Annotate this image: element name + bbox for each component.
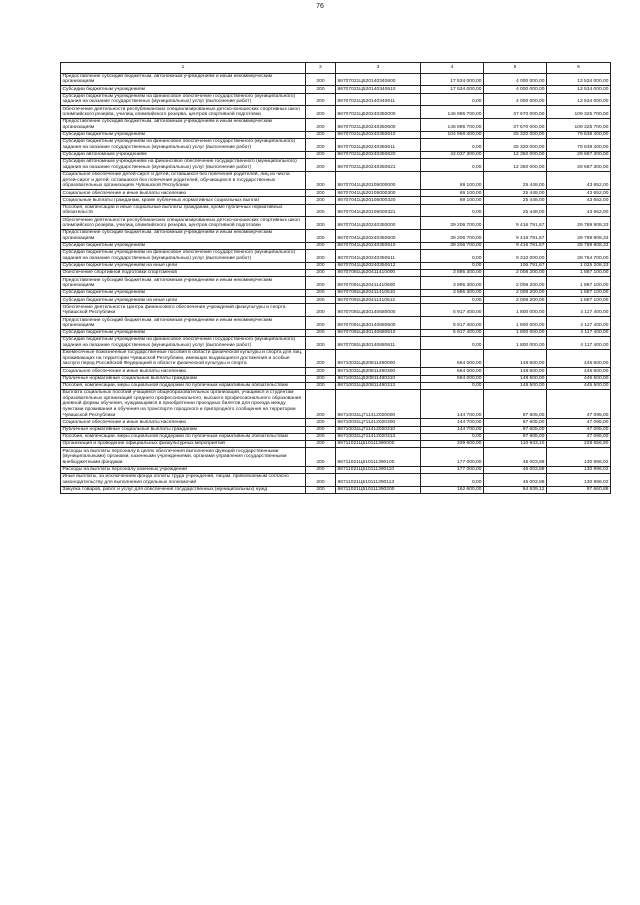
row-code: 200	[306, 448, 336, 466]
table-row	[61, 131, 611, 138]
row-description: Пособия, компенсации и иные социальные выплаты гражданам, кроме публичных нормативных обязательств	[61, 204, 306, 217]
row-budget-code: 86711021Ц510111390113	[336, 473, 421, 486]
row-approved-amount: 144 700,00	[421, 389, 484, 419]
row-budget-code: 86710031Ц520811490310	[336, 375, 421, 382]
row-code: 200	[306, 368, 336, 375]
row-description: Иные выплаты, за исключением фонда оплаты труда учреждений, лицам, привлекаемым согласно законодательству для выполнения отдельных полномочий	[61, 473, 306, 486]
row-code: 200	[306, 337, 336, 350]
row-budget-code: 86707021Ц520140340600	[336, 73, 421, 86]
table-row	[61, 73, 611, 86]
row-approved-amount: 104 958 400,00	[421, 131, 484, 138]
row-description: Публичные нормативные социальные выплаты гражданам	[61, 426, 306, 433]
row-code: 200	[306, 190, 336, 197]
row-remaining-amount: 4 117 400,00	[547, 304, 611, 317]
row-approved-amount: 69 100,00	[421, 197, 484, 204]
row-approved-amount: 0,00	[421, 337, 484, 350]
row-code: 200	[306, 106, 336, 119]
row-approved-amount: 0,00	[421, 473, 484, 486]
table-row	[61, 441, 611, 448]
table-row	[61, 151, 611, 158]
row-code: 200	[306, 317, 336, 330]
row-executed-amount: 25 448,00	[484, 190, 547, 197]
row-description: Расходы на выплаты персоналу казенных учреждений	[61, 466, 306, 473]
table-row	[61, 197, 611, 204]
row-approved-amount: 146 995 700,00	[421, 106, 484, 119]
row-approved-amount: 0,00	[421, 433, 484, 440]
row-description: Пособия, компенсации, меры социальной поддержки по публичным нормативным обязательствам	[61, 382, 306, 389]
row-code: 200	[306, 433, 336, 440]
row-code: 200	[306, 297, 336, 304]
row-code: 200	[306, 486, 336, 493]
row-description: Расходы на выплаты персоналу в целях обеспечения выполнения функций государственными (муниципальными) органами, казенными учреждениями, органами управления государственными внебюджетными фондами	[61, 448, 306, 466]
row-approved-amount: 3 895 300,00	[421, 290, 484, 297]
row-executed-amount: 12 350 000,00	[484, 159, 547, 172]
table-row	[61, 419, 611, 426]
row-executed-amount: 12 350 000,00	[484, 151, 547, 158]
row-budget-code: 86707091Ц530140680611	[336, 337, 421, 350]
row-remaining-amount: 47 095,00	[547, 433, 611, 440]
row-description: Социальное обеспечение и иные выплаты населению	[61, 419, 306, 426]
row-executed-amount: 148 500,00	[484, 382, 547, 389]
row-code: 200	[306, 262, 336, 269]
row-budget-code: 86710031Ц711412020300	[336, 419, 421, 426]
row-approved-amount: 42 037 300,00	[421, 151, 484, 158]
table-row	[61, 250, 611, 263]
row-code: 200	[306, 426, 336, 433]
table-row	[61, 382, 611, 389]
row-description: Субсидии бюджетным учреждениям на финансовое обеспечение государственного (муниципального) задания на оказание государственных (муниципальных) услуг (выполнение работ)	[61, 139, 306, 152]
row-code: 200	[306, 131, 336, 138]
row-approved-amount: 594 000,00	[421, 375, 484, 382]
row-remaining-amount: 130 996,02	[547, 448, 611, 466]
row-code: 200	[306, 382, 336, 389]
row-code: 200	[306, 389, 336, 419]
table-row	[61, 433, 611, 440]
row-description: Субсидии бюджетным учреждениям на финансовое обеспечение государственного (муниципального) задания на оказание государственных (муниципальных) услуг (выполнение работ)	[61, 250, 306, 263]
row-remaining-amount: 47 095,00	[547, 389, 611, 419]
row-remaining-amount: 130 996,02	[547, 466, 611, 473]
row-executed-amount: 25 448,00	[484, 204, 547, 217]
table-row	[61, 375, 611, 382]
row-remaining-amount: 1 025 208,33	[547, 262, 611, 269]
row-description: Субсидии автономным учреждениям	[61, 151, 306, 158]
table-row	[61, 426, 611, 433]
row-remaining-amount: 130 996,02	[547, 473, 611, 486]
row-executed-amount: 148 500,00	[484, 375, 547, 382]
row-executed-amount: 9 416 791,67	[484, 217, 547, 230]
row-code: 200	[306, 204, 336, 217]
row-remaining-amount: 445 500,00	[547, 382, 611, 389]
row-description: Социальное обеспечение и иные выплаты населению	[61, 368, 306, 375]
row-remaining-amount: 29 789 908,33	[547, 242, 611, 249]
row-remaining-amount: 29 789 908,33	[547, 217, 611, 230]
table-row	[61, 330, 611, 337]
row-budget-code: 86707091Ц530140680610	[336, 330, 421, 337]
row-approved-amount: 177 000,00	[421, 466, 484, 473]
column-header: 1	[61, 63, 306, 74]
row-approved-amount: 0,00	[421, 262, 484, 269]
table-row	[61, 448, 611, 466]
row-description: Социальное обеспечение и иные выплаты населению	[61, 190, 306, 197]
budget-table	[60, 62, 611, 494]
row-executed-amount: 25 448,00	[484, 197, 547, 204]
row-code: 200	[306, 242, 336, 249]
row-executed-amount: 25 448,00	[484, 171, 547, 189]
row-approved-amount: 39 206 700,00	[421, 230, 484, 243]
row-remaining-amount: 43 652,00	[547, 197, 611, 204]
row-executed-amount: 2 008 200,00	[484, 270, 547, 277]
row-description: Субсидии бюджетным учреждениям на финансовое обеспечение государственного (муниципального) задания на оказание государственных (муниципальных) услуг (выполнение работ)	[61, 93, 306, 106]
row-approved-amount: 17 534 000,00	[421, 86, 484, 93]
row-remaining-amount: 13 534 000,00	[547, 93, 611, 106]
row-budget-code: 86707041Ц520240350610	[336, 242, 421, 249]
row-description: Социальные выплаты гражданам, кроме публичных нормативных социальных выплат	[61, 197, 306, 204]
row-remaining-amount: 79 638 400,00	[547, 131, 611, 138]
table-row	[61, 337, 611, 350]
row-description: Обеспечение деятельности Центра финансового обеспечения учреждений физкультуры и спорта Чувашской Республики	[61, 304, 306, 317]
table-row	[61, 86, 611, 93]
row-remaining-amount: 109 325 700,00	[547, 106, 611, 119]
row-executed-amount: 9 310 000,00	[484, 250, 547, 263]
row-approved-amount: 339 600,00	[421, 441, 484, 448]
row-budget-code: 86707021Ц520240350620	[336, 151, 421, 158]
row-remaining-amount: 29 687 300,00	[547, 159, 611, 172]
row-budget-code: 86707091Ц520411410610	[336, 290, 421, 297]
row-code: 200	[306, 250, 336, 263]
row-description: Субсидии бюджетным учреждениям	[61, 131, 306, 138]
table-row	[61, 277, 611, 290]
row-executed-amount: 97 605,00	[484, 426, 547, 433]
table-row	[61, 473, 611, 486]
row-description: Обеспечение деятельности республиканских специализированных детско-юношеских спортивных школ олимпийского резерва, училищ олимпийского резерва, центров спортивной подготовки	[61, 106, 306, 119]
column-header: 2	[306, 63, 336, 74]
row-description: Пособия, компенсации, меры социальной поддержки по публичным нормативным обязательствам	[61, 433, 306, 440]
page-number: 76	[316, 3, 324, 10]
row-code: 200	[306, 230, 336, 243]
row-remaining-amount: 29 687 300,00	[547, 151, 611, 158]
row-approved-amount: 0,00	[421, 297, 484, 304]
row-remaining-amount: 4 117 400,00	[547, 317, 611, 330]
row-executed-amount: 37 670 000,00	[484, 119, 547, 132]
row-approved-amount: 146 995 700,00	[421, 119, 484, 132]
row-description: Субсидии бюджетным учреждениям на иные цели	[61, 297, 306, 304]
row-approved-amount: 39 206 700,00	[421, 242, 484, 249]
row-budget-code: 86707021Ц520140340611	[336, 93, 421, 106]
row-budget-code: 86710031Ц520811490000	[336, 349, 421, 367]
row-remaining-amount: 97 660,88	[547, 486, 611, 493]
row-executed-amount: 2 008 200,00	[484, 277, 547, 290]
row-code: 200	[306, 330, 336, 337]
row-remaining-amount: 29 789 908,33	[547, 230, 611, 243]
row-budget-code: 86707041Ц520240350611	[336, 250, 421, 263]
row-code: 200	[306, 290, 336, 297]
table-row	[61, 217, 611, 230]
row-budget-code: 86710031Ц711412020313	[336, 433, 421, 440]
table-row	[61, 349, 611, 367]
row-remaining-amount: 1 887 100,00	[547, 270, 611, 277]
row-approved-amount: 0,00	[421, 382, 484, 389]
row-remaining-amount: 445 500,00	[547, 349, 611, 367]
row-code: 200	[306, 197, 336, 204]
row-approved-amount: 162 600,00	[421, 486, 484, 493]
row-description: Обеспечение деятельности республиканских специализированных детско-юношеских спортивных школ олимпийского резерва, училищ олимпийского резерва, центров спортивной подготовки	[61, 217, 306, 230]
row-executed-amount: 4 000 000,00	[484, 73, 547, 86]
row-description: Субсидии бюджетным учреждениям	[61, 242, 306, 249]
row-approved-amount: 144 700,00	[421, 426, 484, 433]
table-row	[61, 368, 611, 375]
row-budget-code: 86707041Ц520105000300	[336, 190, 421, 197]
row-budget-code: 86707091Ц520411410612	[336, 297, 421, 304]
row-description: Субсидии бюджетным учреждениям на иные цели	[61, 262, 306, 269]
row-approved-amount: 5 917 400,00	[421, 304, 484, 317]
row-code: 200	[306, 473, 336, 486]
row-code: 200	[306, 349, 336, 367]
row-executed-amount: 4 000 000,00	[484, 93, 547, 106]
table-row	[61, 190, 611, 197]
row-executed-amount: 46 003,98	[484, 466, 547, 473]
row-approved-amount: 69 100,00	[421, 190, 484, 197]
row-code: 200	[306, 139, 336, 152]
table-row	[61, 486, 611, 493]
row-approved-amount: 5 917 400,00	[421, 330, 484, 337]
row-executed-amount: 1 800 000,00	[484, 330, 547, 337]
row-budget-code: 86710031Ц520811490300	[336, 368, 421, 375]
row-executed-amount: 46 003,98	[484, 448, 547, 466]
table-row	[61, 297, 611, 304]
row-approved-amount: 3 895 300,00	[421, 270, 484, 277]
row-executed-amount: 97 605,00	[484, 433, 547, 440]
table-row	[61, 317, 611, 330]
table-row	[61, 230, 611, 243]
row-remaining-amount: 43 652,00	[547, 171, 611, 189]
row-remaining-amount: 109 325 700,00	[547, 119, 611, 132]
row-approved-amount: 177 000,00	[421, 448, 484, 466]
row-executed-amount: 106 791,67	[484, 262, 547, 269]
row-budget-code: 86707041Ц520105000321	[336, 204, 421, 217]
row-budget-code: 86707021Ц520240350621	[336, 159, 421, 172]
row-budget-code: 86707021Ц520240350611	[336, 139, 421, 152]
table-row	[61, 159, 611, 172]
column-header: 3	[336, 63, 421, 74]
row-budget-code: 86710031Ц711412020000	[336, 389, 421, 419]
row-description: Публичные нормативные социальные выплаты гражданам	[61, 375, 306, 382]
row-approved-amount: 0,00	[421, 204, 484, 217]
row-remaining-amount: 28 764 700,00	[547, 250, 611, 263]
row-approved-amount: 0,00	[421, 139, 484, 152]
row-description: Предоставление субсидий бюджетным, автономным учреждениям и иным некоммерческим организациям	[61, 277, 306, 290]
row-code: 200	[306, 441, 336, 448]
row-budget-code: 86707021Ц520140340610	[336, 86, 421, 93]
row-executed-amount: 25 320 000,00	[484, 139, 547, 152]
table-row	[61, 171, 611, 189]
row-executed-amount: 97 605,00	[484, 419, 547, 426]
row-remaining-amount: 43 652,00	[547, 190, 611, 197]
table-body	[61, 73, 611, 493]
row-description: Выплата социальных пособий учащимся общеобразовательных организаций, учащимся и студентам образовательных организаций среднего профессионального, высшего профессионального образования дневной формы обучения, нуждающимся в приобретении проездных билетов для проезда между пунктами проживания и обучения на транспорте городского и пригородного сообщения на территории Чувашской Республики	[61, 389, 306, 419]
row-description: Субсидии бюджетным учреждениям	[61, 290, 306, 297]
table-row	[61, 93, 611, 106]
table-row	[61, 262, 611, 269]
row-executed-amount: 97 605,00	[484, 389, 547, 419]
column-header: 5	[484, 63, 547, 74]
table-row	[61, 242, 611, 249]
row-remaining-amount: 1 887 100,00	[547, 290, 611, 297]
table-row	[61, 466, 611, 473]
row-executed-amount: 25 320 000,00	[484, 131, 547, 138]
row-remaining-amount: 47 095,00	[547, 419, 611, 426]
row-approved-amount: 69 100,00	[421, 171, 484, 189]
row-budget-code: 86711021Ц510111390100	[336, 448, 421, 466]
table-row	[61, 139, 611, 152]
row-budget-code: 86707091Ц520411410000	[336, 270, 421, 277]
row-approved-amount: 594 000,00	[421, 349, 484, 367]
row-budget-code: 86707091Ц520411410600	[336, 277, 421, 290]
row-remaining-amount: 4 117 400,00	[547, 337, 611, 350]
row-remaining-amount: 13 534 000,00	[547, 73, 611, 86]
row-executed-amount: 2 008 200,00	[484, 290, 547, 297]
row-budget-code: 86707041Ц520105000000	[336, 171, 421, 189]
row-approved-amount: 144 700,00	[421, 419, 484, 426]
row-code: 200	[306, 119, 336, 132]
table-row	[61, 204, 611, 217]
row-executed-amount: 1 800 000,00	[484, 337, 547, 350]
row-executed-amount: 46 003,98	[484, 473, 547, 486]
row-code: 200	[306, 466, 336, 473]
table-row	[61, 304, 611, 317]
row-remaining-amount: 79 638 400,00	[547, 139, 611, 152]
row-approved-amount: 5 917 400,00	[421, 317, 484, 330]
row-approved-amount: 0,00	[421, 250, 484, 263]
column-header: 6	[547, 63, 611, 74]
row-description: Субсидии бюджетным учреждениям	[61, 86, 306, 93]
row-budget-code: 86707041Ц520240350000	[336, 217, 421, 230]
row-code: 200	[306, 277, 336, 290]
row-executed-amount: 110 943,10	[484, 441, 547, 448]
row-approved-amount: 3 895 300,00	[421, 277, 484, 290]
row-remaining-amount: 47 095,00	[547, 426, 611, 433]
row-approved-amount: 0,00	[421, 93, 484, 106]
row-code: 200	[306, 151, 336, 158]
row-description: Предоставление субсидий бюджетным, автономным учреждениям и иным некоммерческим организациям	[61, 317, 306, 330]
table-row	[61, 119, 611, 132]
row-approved-amount: 17 534 000,00	[421, 73, 484, 86]
row-approved-amount: 39 206 700,00	[421, 217, 484, 230]
row-executed-amount: 148 500,00	[484, 368, 547, 375]
row-executed-amount: 1 800 000,00	[484, 304, 547, 317]
row-budget-code: 86711021Ц510111390200	[336, 486, 421, 493]
row-code: 200	[306, 93, 336, 106]
table-row	[61, 270, 611, 277]
row-budget-code: 86707041Ц520105000320	[336, 197, 421, 204]
row-description: Субсидии бюджетным учреждениям на финансовое обеспечение государственного (муниципального) задания на оказание государственных (муниципальных) услуг (выполнение работ)	[61, 337, 306, 350]
row-approved-amount: 594 000,00	[421, 368, 484, 375]
row-description: Закупка товаров, работ и услуг для обеспечения государственных (муниципальных) нужд	[61, 486, 306, 493]
row-remaining-amount: 445 500,00	[547, 368, 611, 375]
row-remaining-amount: 4 117 400,00	[547, 330, 611, 337]
row-code: 200	[306, 171, 336, 189]
row-budget-code: 86711021Ц510111390110	[336, 466, 421, 473]
row-executed-amount: 64 939,12	[484, 486, 547, 493]
row-code: 200	[306, 419, 336, 426]
row-executed-amount: 148 500,00	[484, 349, 547, 367]
table-row	[61, 290, 611, 297]
table-row	[61, 106, 611, 119]
row-description: Предоставление субсидий бюджетным, автономным учреждениям и иным некоммерческим организациям	[61, 73, 306, 86]
row-budget-code: 86707021Ц520240350600	[336, 119, 421, 132]
row-remaining-amount: 445 500,00	[547, 375, 611, 382]
row-executed-amount: 2 008 200,00	[484, 297, 547, 304]
row-code: 200	[306, 73, 336, 86]
row-remaining-amount: 13 534 000,00	[547, 86, 611, 93]
row-remaining-amount: 228 656,90	[547, 441, 611, 448]
row-executed-amount: 4 000 000,00	[484, 86, 547, 93]
row-description: Субсидии автономным учреждениям на финансовое обеспечение государственного (муниципального) задания на оказание государственных (муниципальных) услуг (выполнение работ)	[61, 159, 306, 172]
row-budget-code: 86707021Ц520240350610	[336, 131, 421, 138]
row-executed-amount: 9 416 791,67	[484, 242, 547, 249]
row-code: 200	[306, 270, 336, 277]
row-code: 200	[306, 304, 336, 317]
row-description: Субсидии бюджетным учреждениям	[61, 330, 306, 337]
row-code: 200	[306, 86, 336, 93]
column-header: 4	[421, 63, 484, 74]
row-approved-amount: 0,00	[421, 159, 484, 172]
row-budget-code: 86710031Ц711412020310	[336, 426, 421, 433]
row-remaining-amount: 43 652,00	[547, 204, 611, 217]
row-code: 200	[306, 159, 336, 172]
row-description: Организация и проведение официальных физкультурных мероприятий	[61, 441, 306, 448]
row-remaining-amount: 1 887 100,00	[547, 277, 611, 290]
row-budget-code: 86707021Ц520240350000	[336, 106, 421, 119]
row-description: Обеспечение спортивной подготовки спортсменов	[61, 270, 306, 277]
row-budget-code: 86707041Ц520240350600	[336, 230, 421, 243]
row-description: Предоставление субсидий бюджетным, автономным учреждениям и иным некоммерческим организациям	[61, 119, 306, 132]
row-description: Социальное обеспечение детей-сирот и детей, оставшихся без попечения родителей, лиц из числа детей-сирот и детей, оставшихся без попечения родителей, обучающихся в государственных образовательных организациях Чувашской Республики	[61, 171, 306, 189]
row-budget-code: 86711021Ц510111390000	[336, 441, 421, 448]
row-description: Предоставление субсидий бюджетным, автономным учреждениям и иным некоммерческим организациям	[61, 230, 306, 243]
row-budget-code: 86707041Ц520240350612	[336, 262, 421, 269]
row-budget-code: 86707091Ц530140680600	[336, 317, 421, 330]
row-code: 200	[306, 217, 336, 230]
row-executed-amount: 1 800 000,00	[484, 317, 547, 330]
table-row	[61, 389, 611, 419]
row-budget-code: 86707091Ц530140680000	[336, 304, 421, 317]
row-remaining-amount: 1 887 100,00	[547, 297, 611, 304]
row-description: Ежемесячные пожизненные государственные пособия в области физической культуры и спорта для лиц, проживающих на территории Чувашской Республики, имеющих выдающиеся достижения и особые заслуги перед Российской Федерацией в области физической культуры и спорта	[61, 349, 306, 367]
row-budget-code: 86710031Ц520811490313	[336, 382, 421, 389]
row-executed-amount: 9 416 791,67	[484, 230, 547, 243]
row-code: 200	[306, 375, 336, 382]
row-executed-amount: 37 670 000,00	[484, 106, 547, 119]
table-header-row	[61, 63, 611, 74]
